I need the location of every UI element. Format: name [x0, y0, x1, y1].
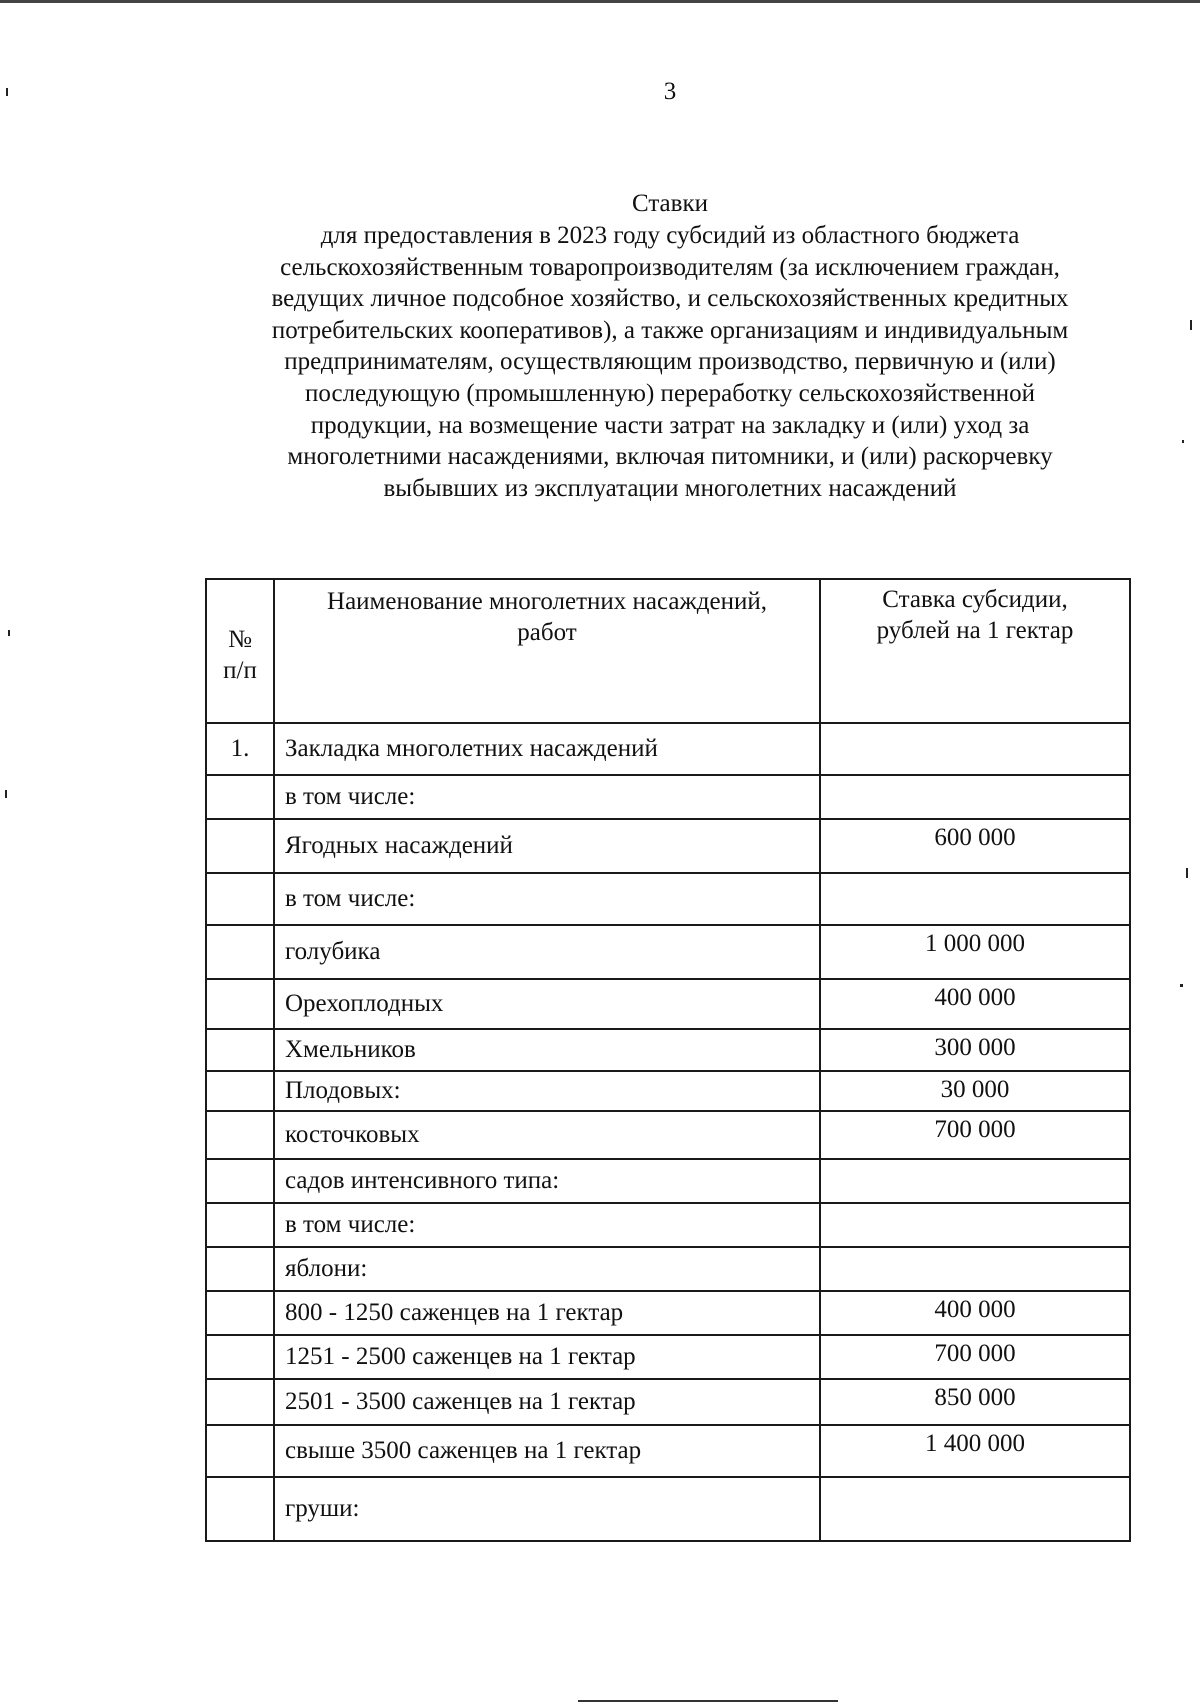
table-row [206, 1425, 1130, 1477]
subtitle-line: последующую (промышленную) переработку сельскохозяйственной [304, 379, 1036, 407]
row-number: 1. [206, 723, 274, 775]
scan-speck [1180, 984, 1183, 987]
table-row [206, 723, 1130, 775]
row-rate [820, 1247, 1130, 1291]
table-row [206, 1203, 1130, 1247]
row-name: Ягодных насаждений [274, 819, 820, 873]
table-row [206, 1159, 1130, 1203]
row-number [206, 1291, 274, 1335]
subtitle-line: многолетними насаждениями, включая питомники, и (или) раскорчевку [287, 443, 1053, 471]
header-name [274, 579, 820, 723]
scan-speck [8, 630, 10, 636]
table-row [206, 1335, 1130, 1379]
table-row [206, 1111, 1130, 1159]
row-rate [820, 775, 1130, 819]
header-name-line2: работ [517, 619, 577, 646]
row-number [206, 1247, 274, 1291]
row-rate: 700 000 [820, 1111, 1130, 1159]
row-number [206, 1425, 274, 1477]
row-name: 2501 - 3500 саженцев на 1 гектар [274, 1379, 820, 1425]
row-number [206, 775, 274, 819]
row-name: Закладка многолетних насаждений [274, 723, 820, 775]
subtitle-line: ведущих личное подсобное хозяйство, и сельскохозяйственных кредитных [271, 285, 1069, 313]
subtitle-line: предпринимателям, осуществляющим производство, первичную и (или) [284, 348, 1056, 376]
scan-speck [1182, 440, 1184, 443]
row-number [206, 1159, 274, 1203]
document-subtitle [210, 220, 1130, 504]
row-name: Хмельников [274, 1029, 820, 1071]
table-row [206, 1291, 1130, 1335]
row-name: садов интенсивного типа: [274, 1159, 820, 1203]
row-name: в том числе: [274, 873, 820, 925]
document-title: Ставки [631, 190, 708, 217]
row-rate: 30 000 [820, 1071, 1130, 1111]
row-name: 1251 - 2500 саженцев на 1 гектар [274, 1335, 820, 1379]
page-number: 3 [663, 78, 677, 105]
header-number-label: п/п [223, 657, 257, 684]
table-row [206, 1379, 1130, 1425]
header-name-line1: Наименование многолетних насаждений, [327, 588, 767, 615]
row-rate: 400 000 [820, 979, 1130, 1029]
row-name: Плодовых: [274, 1071, 820, 1111]
row-rate [820, 1159, 1130, 1203]
row-rate [820, 1477, 1130, 1541]
table-row [206, 979, 1130, 1029]
row-number [206, 979, 274, 1029]
header-rate [820, 579, 1130, 723]
table-row [206, 775, 1130, 819]
row-number [206, 873, 274, 925]
row-number [206, 925, 274, 979]
subtitle-line: продукции, на возмещение части затрат на закладку и (или) уход за [310, 411, 1030, 439]
header-rate-line2: рублей на 1 гектар [876, 617, 1074, 644]
table-row [206, 1029, 1130, 1071]
row-rate [820, 1203, 1130, 1247]
row-name: 800 - 1250 саженцев на 1 гектар [274, 1291, 820, 1335]
row-number [206, 1111, 274, 1159]
row-number [206, 1029, 274, 1071]
row-name: груши: [274, 1477, 820, 1541]
scan-speck [1186, 868, 1188, 878]
row-name: Орехоплодных [274, 979, 820, 1029]
header-rate-line1: Ставка субсидии, [882, 586, 1068, 613]
subtitle-line: потребительских кооперативов), а также организациям и индивидуальным [271, 316, 1069, 344]
row-rate: 850 000 [820, 1379, 1130, 1425]
row-rate: 1 400 000 [820, 1425, 1130, 1477]
table-row [206, 925, 1130, 979]
subtitle-line: для предоставления в 2023 году субсидий из областного бюджета [320, 222, 1020, 249]
row-name: в том числе: [274, 775, 820, 819]
header-number [206, 579, 274, 723]
row-number [206, 819, 274, 873]
row-name: голубика [274, 925, 820, 979]
table-row [206, 819, 1130, 873]
row-rate: 1 000 000 [820, 925, 1130, 979]
row-rate: 600 000 [820, 819, 1130, 873]
row-number [206, 1335, 274, 1379]
scan-speck [1190, 320, 1192, 330]
row-number [206, 1203, 274, 1247]
scan-bottom-edge [578, 1700, 838, 1702]
table-row [206, 873, 1130, 925]
scan-speck [6, 88, 8, 96]
row-number [206, 1379, 274, 1425]
row-number [206, 1477, 274, 1541]
row-rate: 400 000 [820, 1291, 1130, 1335]
row-rate [820, 873, 1130, 925]
row-rate: 700 000 [820, 1335, 1130, 1379]
table-row [206, 1247, 1130, 1291]
row-name: косточковых [274, 1111, 820, 1159]
header-number-symbol: № [228, 626, 252, 653]
subsidy-rates-table [205, 578, 1131, 1542]
row-name: яблони: [274, 1247, 820, 1291]
table-row [206, 1071, 1130, 1111]
scan-top-edge [0, 0, 1200, 3]
row-rate [820, 723, 1130, 775]
table-header-row [206, 579, 1130, 723]
subtitle-line: выбывших из эксплуатации многолетних насаждений [383, 474, 957, 502]
row-name: свыше 3500 саженцев на 1 гектар [274, 1425, 820, 1477]
row-rate: 300 000 [820, 1029, 1130, 1071]
row-number [206, 1071, 274, 1111]
subtitle-line: сельскохозяйственным товаропроизводителям (за исключением граждан, [280, 253, 1060, 281]
scan-speck [5, 790, 7, 798]
table-row [206, 1477, 1130, 1541]
row-name: в том числе: [274, 1203, 820, 1247]
